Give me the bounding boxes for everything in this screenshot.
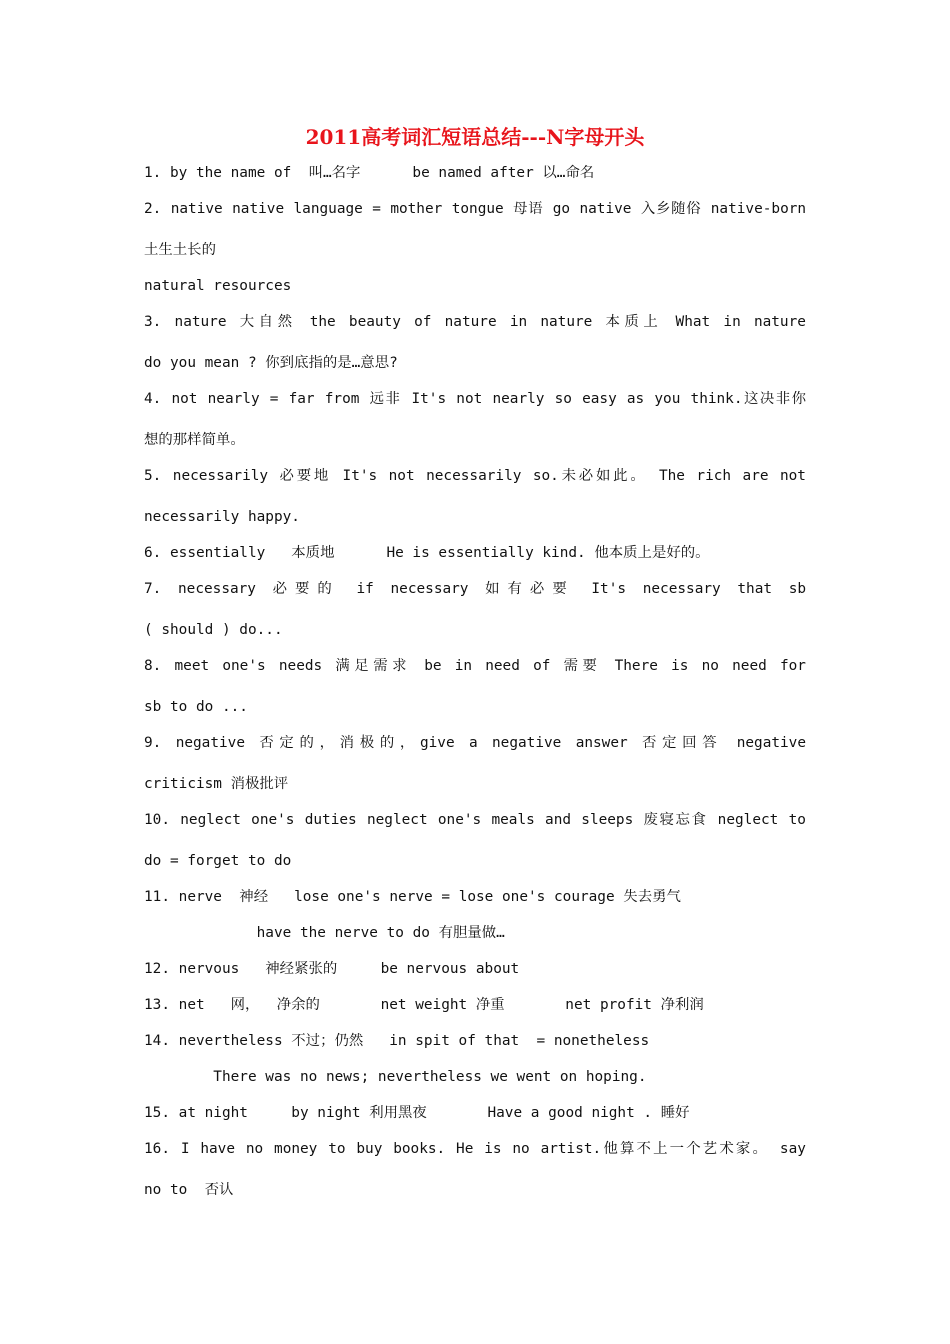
text-line-11: 6. essentially 本质地 He is essentially kind. 他本质上是好的。 xyxy=(144,545,710,561)
word: nearly xyxy=(492,391,545,407)
word: mother xyxy=(390,201,443,217)
word: native-born xyxy=(710,201,807,217)
text-line-21: have the nerve to do 有胆量做… xyxy=(144,925,505,941)
word: so xyxy=(554,391,572,407)
word: need xyxy=(485,658,520,674)
word: that xyxy=(737,581,773,597)
word: 5. xyxy=(144,468,162,484)
word: no xyxy=(512,1141,530,1157)
word: a xyxy=(468,735,478,751)
word: neglect xyxy=(717,812,779,828)
word: 3. xyxy=(144,314,162,330)
word: in xyxy=(454,658,473,674)
word: 2. xyxy=(144,201,162,217)
word: It's xyxy=(411,391,447,407)
text-line-17: criticism 消极批评 xyxy=(144,776,289,792)
word: native xyxy=(579,201,632,217)
word: for xyxy=(779,658,806,674)
word: = xyxy=(269,391,279,407)
word: tongue xyxy=(451,201,504,217)
word: 入乡随俗 xyxy=(640,201,702,217)
word: 10. xyxy=(144,812,170,828)
word: one's xyxy=(251,812,295,828)
text-line-4: natural resources xyxy=(144,278,292,294)
word: so.未必如此。 xyxy=(532,468,648,484)
word: easy xyxy=(582,391,617,407)
text-line-25: There was no news; nevertheless we went on hoping. xyxy=(144,1069,647,1085)
word: is xyxy=(671,658,689,674)
word: 4. xyxy=(144,391,162,407)
word: nature xyxy=(174,314,227,330)
word: He xyxy=(456,1141,474,1157)
word: meet xyxy=(174,658,210,674)
word: negative xyxy=(492,735,562,751)
word: needs xyxy=(278,658,323,674)
word: nature xyxy=(540,314,593,330)
word: necessarily xyxy=(172,468,269,484)
word: answer xyxy=(575,735,628,751)
text-line-10: necessarily happy. xyxy=(144,509,300,525)
text-line-19: do = forget to do xyxy=(144,853,292,869)
word: neglect xyxy=(366,812,428,828)
word: 本质上 xyxy=(605,314,663,330)
word: 远非 xyxy=(369,391,402,407)
word: There xyxy=(614,658,658,674)
word: negative xyxy=(175,735,245,751)
word: say xyxy=(779,1141,806,1157)
word: 如有必要 xyxy=(485,581,575,597)
text-line-3: 土生土长的 xyxy=(144,242,216,258)
text-line-27 xyxy=(144,1138,806,1160)
word: necessary xyxy=(642,581,721,597)
word: rich xyxy=(696,468,732,484)
word: 8. xyxy=(144,658,162,674)
word: if xyxy=(356,581,374,597)
text-line-22: 12. nervous 神经紧张的 be nervous about xyxy=(144,961,520,977)
word: as xyxy=(626,391,645,407)
text-line-15: sb to do ... xyxy=(144,699,248,715)
word: 否定的，消极的，give xyxy=(259,735,455,751)
text-line-20: 11. nerve 神经 lose one's nerve = lose one's courage 失去勇气 xyxy=(144,889,681,905)
word: is xyxy=(484,1141,502,1157)
word: of xyxy=(533,658,551,674)
text-line-26: 15. at night by night 利用黑夜 Have a good night . 睡好 xyxy=(144,1105,690,1121)
word: think.这决非你 xyxy=(690,391,807,407)
word: 16. xyxy=(144,1141,170,1157)
word: I xyxy=(180,1141,190,1157)
word: to xyxy=(788,812,806,828)
word: It's xyxy=(342,468,378,484)
word: not xyxy=(456,391,483,407)
word: nature xyxy=(444,314,497,330)
text-line-7 xyxy=(144,388,806,410)
text-line-2 xyxy=(144,198,806,220)
word: meals xyxy=(491,812,535,828)
word: 母语 xyxy=(513,201,544,217)
word: go xyxy=(552,201,571,217)
word: you xyxy=(654,391,681,407)
text-line-9 xyxy=(144,465,806,487)
word: books. xyxy=(393,1141,446,1157)
word: What xyxy=(675,314,711,330)
text-line-5 xyxy=(144,311,806,333)
word: are xyxy=(742,468,769,484)
word: language xyxy=(293,201,363,217)
word: sleeps xyxy=(581,812,634,828)
word: not xyxy=(388,468,415,484)
text-line-23: 13. net 网， 净余的 net weight 净重 net profit 净利润 xyxy=(144,997,704,1013)
text-line-24: 14. nevertheless 不过；仍然 in spit of that = nonetheless xyxy=(144,1033,650,1049)
word: native xyxy=(170,201,223,217)
word: 大自然 xyxy=(239,314,297,330)
word: need xyxy=(732,658,767,674)
word: the xyxy=(309,314,336,330)
word: 必要的 xyxy=(272,581,340,597)
word: and xyxy=(545,812,572,828)
text-line-8: 想的那样简单。 xyxy=(144,432,245,448)
word: of xyxy=(414,314,432,330)
word: necessary xyxy=(178,581,256,597)
word: in xyxy=(723,314,741,330)
word: sb xyxy=(788,581,807,597)
word: It's xyxy=(591,581,627,597)
text-line-18 xyxy=(144,809,806,831)
document-title: 2011高考词汇短语总结---N字母开头 xyxy=(305,125,645,149)
word: = xyxy=(372,201,381,217)
text-line-12 xyxy=(144,578,806,600)
word: beauty xyxy=(348,314,401,330)
word: far xyxy=(288,391,315,407)
word: 需要 xyxy=(563,658,602,674)
word: native xyxy=(232,201,285,217)
word: not xyxy=(171,391,198,407)
word: neglect xyxy=(180,812,241,828)
word: money xyxy=(274,1141,318,1157)
text-line-1: 1. by the name of 叫…名字 be named after 以…命名 xyxy=(144,165,595,181)
word: in xyxy=(509,314,528,330)
word: 废寝忘食 xyxy=(643,812,708,828)
word: not xyxy=(779,468,806,484)
text-line-16 xyxy=(144,732,806,754)
text-line-14 xyxy=(144,655,806,677)
word: one's xyxy=(437,812,482,828)
word: 满足需求 xyxy=(335,658,412,674)
word: to xyxy=(328,1141,346,1157)
word: no xyxy=(245,1141,264,1157)
word: necessary xyxy=(390,581,469,597)
word: 否定回答 xyxy=(642,735,723,751)
word: be xyxy=(424,658,442,674)
text-line-6: do you mean ? 你到底指的是…意思? xyxy=(144,355,398,371)
word: one's xyxy=(222,658,266,674)
word: 必要地 xyxy=(279,468,332,484)
word: 7. xyxy=(144,581,162,597)
word: nearly xyxy=(207,391,260,407)
word: nature xyxy=(753,314,806,330)
text-line-13: ( should ) do... xyxy=(144,622,283,638)
word: duties xyxy=(304,812,357,828)
word: necessarily xyxy=(426,468,522,484)
word: negative xyxy=(736,735,807,751)
word: artist.他算不上一个艺术家。 xyxy=(540,1141,770,1157)
word: no xyxy=(701,658,719,674)
word: from xyxy=(324,391,360,407)
word: The xyxy=(658,468,685,484)
text-line-28: no to 否认 xyxy=(144,1182,234,1198)
word: have xyxy=(200,1141,236,1157)
word: buy xyxy=(356,1141,383,1157)
word: 9. xyxy=(144,735,162,751)
